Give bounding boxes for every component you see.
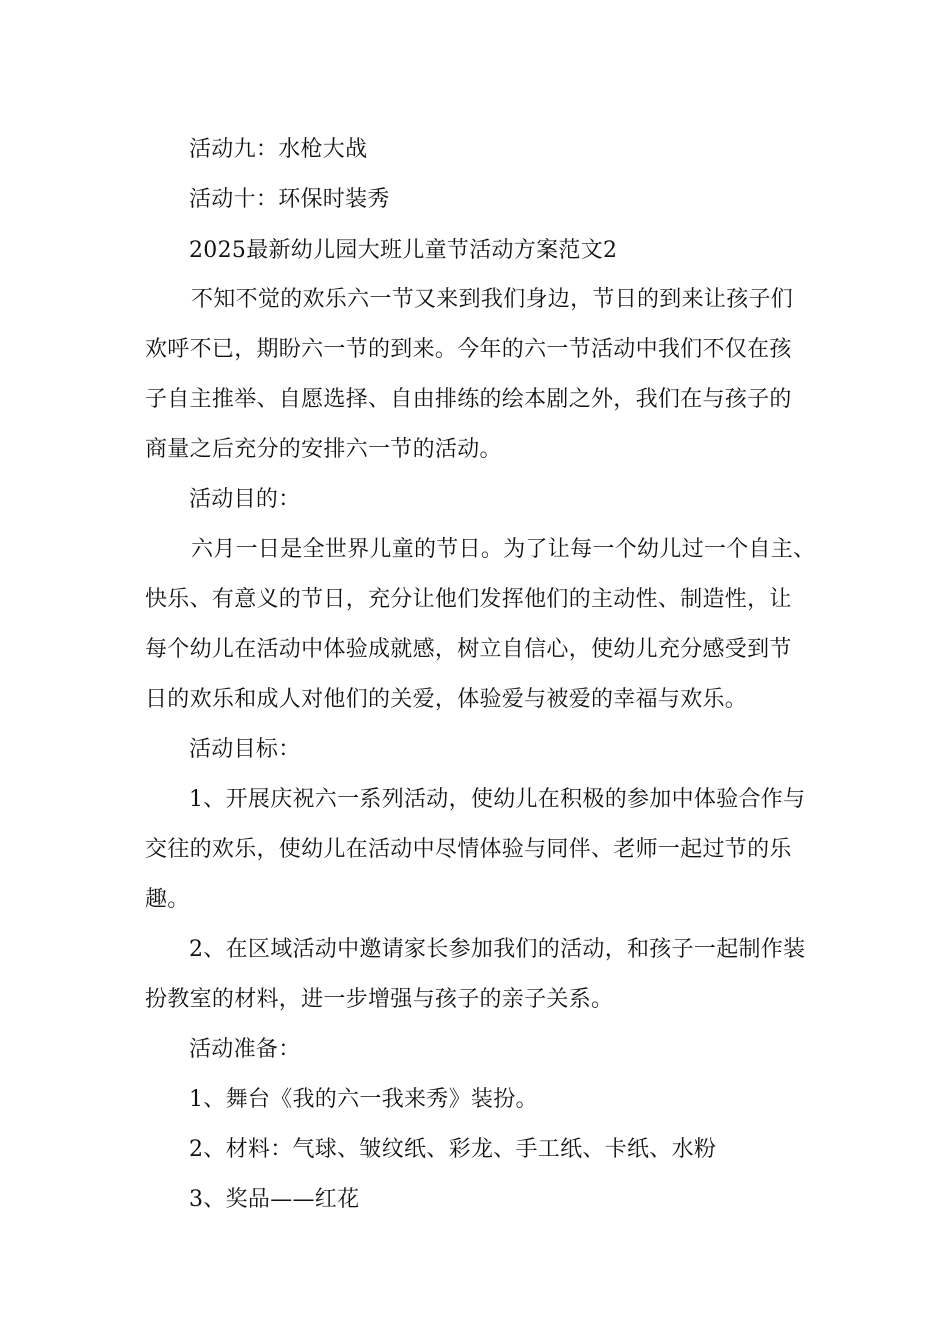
paragraph-intro-line-4: 商量之后充分的安排六一节的活动。 xyxy=(145,437,502,462)
activity-nine-line: 活动九：水枪大战 xyxy=(189,137,368,162)
preparation-item-1: 1、舞台《我的六一我来秀》装扮。 xyxy=(189,1087,538,1112)
paragraph-purpose-line-1: 六月一日是全世界儿童的节日。为了让每一个幼儿过一个自主、 xyxy=(191,537,816,562)
paragraph-purpose-line-4: 日的欢乐和成人对他们的关爱，体验爱与被爱的幸福与欢乐。 xyxy=(145,687,748,712)
heading-purpose: 活动目的： xyxy=(189,487,301,512)
heading-preparation: 活动准备： xyxy=(189,1037,301,1062)
goal-1-line-3: 趣。 xyxy=(145,887,190,912)
preparation-item-2: 2、材料：气球、皱纹纸、彩龙、手工纸、卡纸、水粉 xyxy=(189,1137,717,1162)
heading-goals: 活动目标： xyxy=(189,737,301,762)
goal-2-line-2: 扮教室的材料，进一步增强与孩子的亲子关系。 xyxy=(145,987,614,1012)
paragraph-intro-line-2: 欢呼不已，期盼六一节的到来。今年的六一节活动中我们不仅在孩 xyxy=(145,337,792,362)
paragraph-purpose-line-3: 每个幼儿在活动中体验成就感，树立自信心，使幼儿充分感受到节 xyxy=(145,637,792,662)
activity-ten-line: 活动十：环保时装秀 xyxy=(189,187,390,212)
goal-1-line-1: 1、开展庆祝六一系列活动，使幼儿在积极的参加中体验合作与 xyxy=(189,787,806,812)
goal-2-line-1: 2、在区域活动中邀请家长参加我们的活动，和孩子一起制作装 xyxy=(189,937,806,962)
preparation-item-3: 3、奖品——红花 xyxy=(189,1187,360,1212)
paragraph-intro-line-3: 子自主推举、自愿选择、自由排练的绘本剧之外，我们在与孩子的 xyxy=(145,387,792,412)
goal-1-line-2: 交往的欢乐，使幼儿在活动中尽情体验与同伴、老师一起过节的乐 xyxy=(145,837,792,862)
paragraph-purpose-line-2: 快乐、有意义的节日，充分让他们发挥他们的主动性、制造性，让 xyxy=(145,587,792,612)
section-title: 2025最新幼儿园大班儿童节活动方案范文2 xyxy=(189,238,618,263)
paragraph-intro-line-1: 不知不觉的欢乐六一节又来到我们身边，节日的到来让孩子们 xyxy=(191,287,794,312)
